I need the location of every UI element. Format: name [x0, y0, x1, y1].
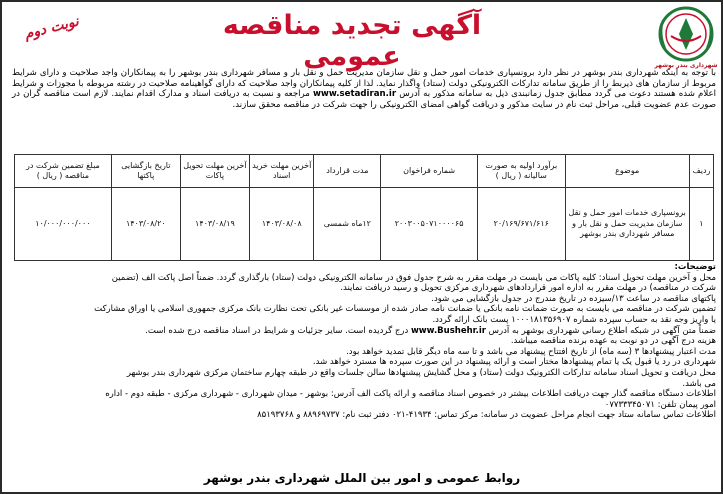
- note-line: امور پیمان تلفن: ۰۷۷۳۳۳۴۵۰۷۱: [604, 399, 716, 410]
- site-line-start: ضمناً متن آگهی در شبکه اطلاع رسانی شهرداری بوشهر به آدرس: [488, 325, 716, 336]
- cell-row: ۱: [689, 188, 713, 261]
- intro-text: با توجه به اینکه شهرداری بندر بوشهر در نظر دارد برونسپاری خدمات امور حمل و نقل سازمان مدیریت حمل و نقل بار و مسافر شهرداری بندر بوشهر را به پیمانکاران واجد صلاحیت و دارای شرایط مربوط از سازمان های ذیربط را از طریق سامانه تدارکات الکترونیکی دولت (ستاد) واگذار نماید. لذا از کلیه پیمانکاران واجد صلاحیت که دارای گواهینامه صلاحیت در رشته مربوطه با مجوزات و شرایط اعلام شده هستند دعوت می گردد مطابق جدول زمانبندی ذیل به سامانه مذکور به آدرس: [12, 68, 717, 100]
- note-line: محل دریافت و تحویل اسناد سامانه تدارکات الکترونیک دولت (ستاد) و محل گشایش پیشنهادها سالن جلسات واقع در طبقه چهارم ساختمان مرکزی شهرداری بندر بوشهر: [126, 367, 716, 378]
- header-guarantee: مبلغ تضمین شرکت در مناقصه ( ریال ): [15, 155, 112, 188]
- footer-signature: روابط عمومی و امور بین الملل شهرداری بندر بوشهر: [203, 471, 521, 485]
- site-line-end: درج گردیده است. سایر جزئیات و شرایط در اسناد مناقصه درج شده است.: [145, 325, 409, 336]
- tender-table: [14, 154, 714, 261]
- note-line-site: [12, 326, 716, 337]
- notes-section: [12, 262, 716, 421]
- header-opening-date: تاریخ بازگشایی پاکتها: [111, 155, 180, 188]
- note-line: شرکت در مناقصه) در مهلت مقرر به اداره امور قراردادهای شهرداری مرکزی تحویل و رسید دریافت نمایند.: [340, 283, 716, 294]
- intro-paragraph: [12, 68, 716, 110]
- cell-guarantee: ۱۰/۰۰۰/۰۰۰/۰۰۰: [15, 188, 112, 261]
- header-estimate: برآورد اولیه به صورت سالیانه ( ریال ): [478, 155, 566, 188]
- table-header-row: [15, 155, 714, 188]
- cell-duration: ۱۲ماه شمسی: [314, 188, 381, 261]
- header-buy-deadline: آخرین مهلت خرید اسناد: [249, 155, 313, 188]
- setad-website-link[interactable]: www.setadiran.ir: [312, 89, 397, 100]
- cell-subject: برونسپاری خدمات امور حمل و نقل سازمان مدیریت حمل و نقل بار و مسافر شهرداری بندر بوشهر: [565, 188, 689, 261]
- municipality-logo-icon: [655, 6, 717, 68]
- header: [2, 2, 723, 70]
- note-line: اطلاعات دستگاه مناقصه گذار جهت دریافت اطلاعات بیشتر در خصوص اسناد مناقصه و ارائه پاکت الف آدرس: بوشهر - میدان شهرداری - شهرداری مرکزی - طبقه دوم - اداره: [105, 389, 716, 400]
- table-row: [15, 188, 714, 261]
- cell-estimate: ۲۰/۱۶۹/۶۷۱/۶۱۶: [478, 188, 566, 261]
- logo-caption: شهرداری بندر بوشهر: [654, 62, 718, 69]
- cell-opening-date: ۱۴۰۳/۰۸/۲۰: [111, 188, 180, 261]
- note-line: اطلاعات تماس سامانه ستاد جهت انجام مراحل عضویت در سامانه: مرکز تماس: ۴۱۹۳۴-۰۲۱ دفتر ثبت نام: ۸۸۹۶۹۷۳۷ و ۸۵۱۹۳۷۶۸: [257, 410, 716, 421]
- header-number: شماره فراخوان: [381, 155, 478, 188]
- header-row: ردیف: [689, 155, 713, 188]
- header-duration: مدت قرارداد: [314, 155, 381, 188]
- cell-buy-deadline: ۱۴۰۳/۰۸/۰۸: [249, 188, 313, 261]
- intro-text-end: مراجعه و نسبت به دریافت اسناد و مدارک اقدام نمایند. لازم است مناقصه گران در صورت عدم عضویت قبلی، مراحل ثبت نام در سایت مذکور و دریافت گواهی امضای الکترونیکی را جهت شرکت در مناقصه محقق سازند.: [12, 89, 716, 110]
- header-subject: موضوع: [565, 155, 689, 188]
- cell-delivery-deadline: ۱۴۰۳/۰۸/۱۹: [180, 188, 249, 261]
- note-line: پاکتهای مناقصه در ساعت ۱۳/سیزده در تاریخ مندرج در جدول بازگشایی می شود.: [431, 293, 716, 304]
- note-line: هزینه درج آگهی در دو نوبت به عهده برنده مناقصه میباشد.: [510, 336, 716, 347]
- note-line: شهرداری در رد یا قبول یک یا تمام پیشنهادها مختار است و ارائه پیشنهاد در این صورت سپرده ها مسترد خواهد شد.: [312, 357, 716, 368]
- note-line: تضمین شرکت در مناقصه می بایست به صورت ضمانت نامه بانکی یا ضمانت نامه صادر شده از موسسات غیر بانکی تحت نظارت بانک مرکزی جمهوری اسلامی یا اوراق مشارکت: [94, 304, 716, 315]
- note-line: مدت اعتبار پیشنهادها ۳ (سه ماه) از تاریخ افتتاح پیشنهاد می باشد و تا سه ماه دیگر قابل تمدید خواهد بود.: [346, 346, 716, 357]
- cell-number: ۲۰۰۳۰۰۵۰۷۱۰۰۰۰۶۵: [381, 188, 478, 261]
- header-delivery-deadline: آخرین مهلت تحویل پاکات: [180, 155, 249, 188]
- note-line: محل و آخرین مهلت تحویل اسناد: کلیه پاکات می بایست در مهلت مقرر به شرح جدول فوق در سامانه الکترونیکی دولت (ستاد) بارگذاری گردد. ضمناً اصل پاکت الف (تضمین: [111, 272, 716, 283]
- bushehr-website-link[interactable]: www.Bushehr.ir: [410, 325, 486, 336]
- round-label: نوبت دوم: [22, 13, 81, 43]
- notes-label: توضیحات:: [674, 262, 716, 272]
- note-line: می باشد.: [682, 378, 716, 389]
- page-title: آگهی تجدید مناقصه عمومی: [222, 10, 482, 72]
- note-line: یا واریز وجه نقد به حساب سپرده شماره ۱۰۰۰۱۸۱۳۵۶۹۰۷ پست بانک ارائه گردد.: [432, 314, 716, 325]
